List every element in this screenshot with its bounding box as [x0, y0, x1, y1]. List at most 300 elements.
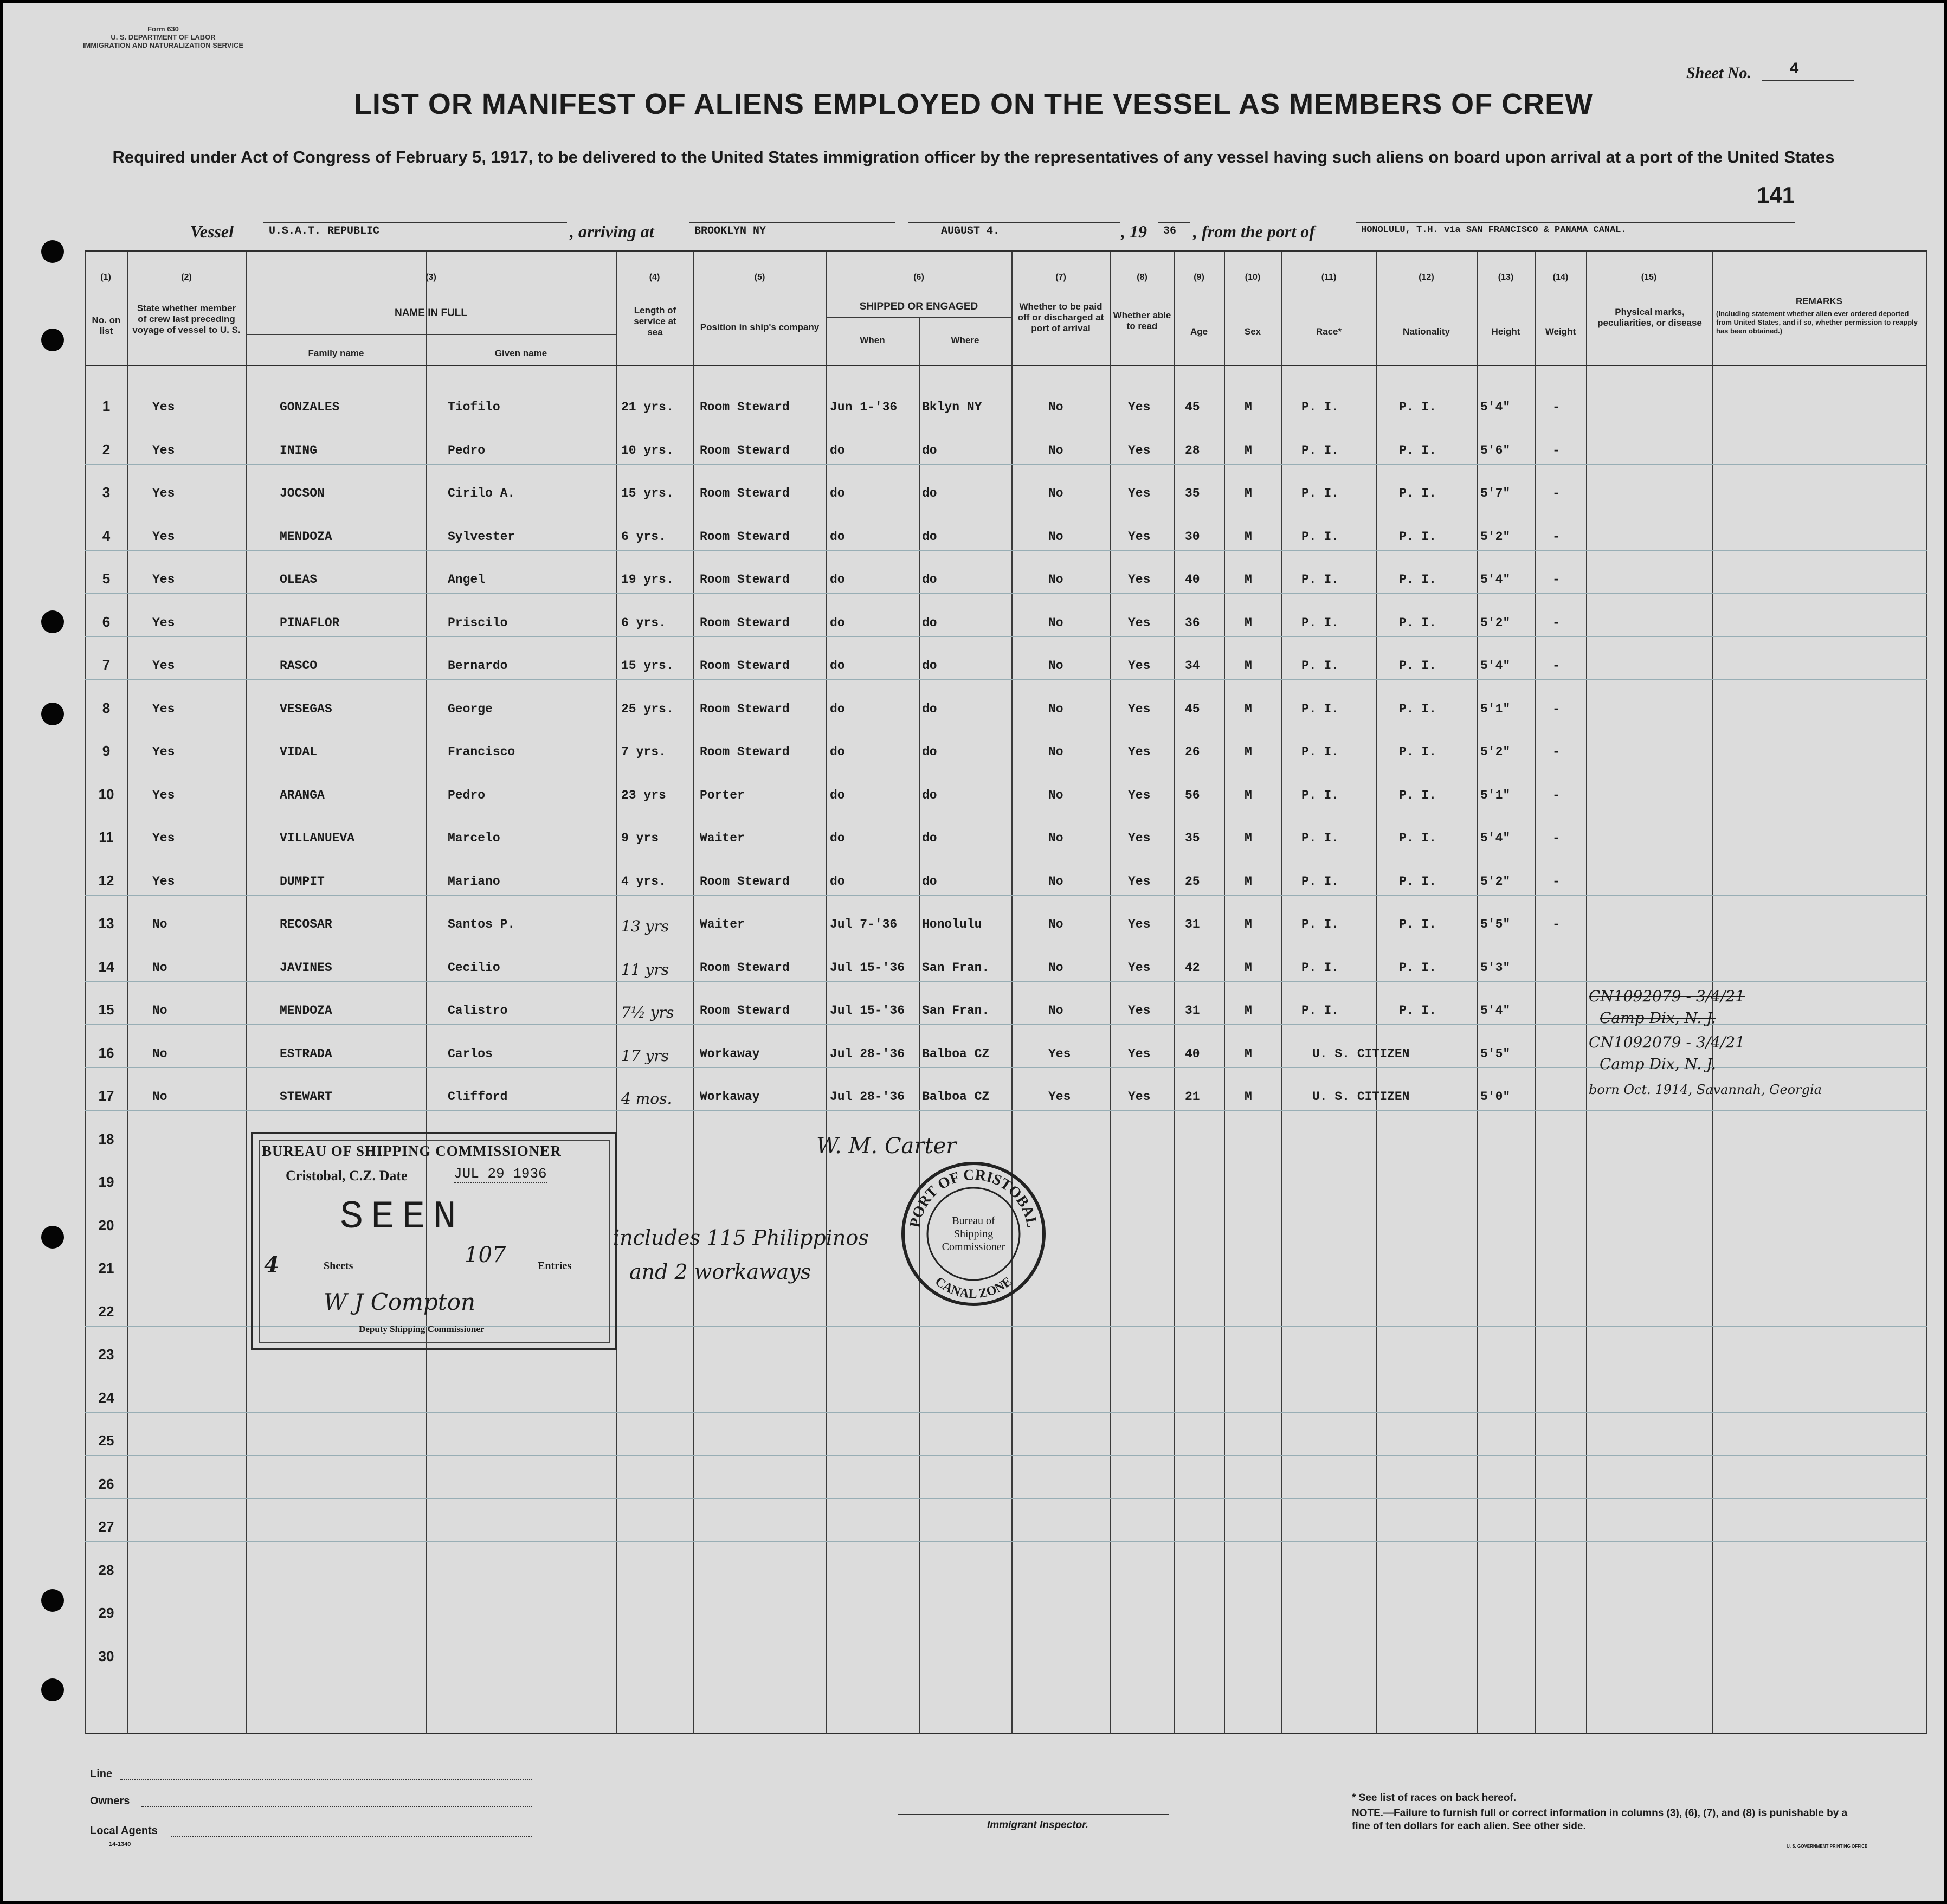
- empty-row-number: 30: [98, 1648, 114, 1664]
- paid-off-cell: Yes: [1048, 1047, 1071, 1061]
- row-rule: [85, 981, 1927, 982]
- age-cell: 36: [1185, 616, 1200, 630]
- nationality-cell: P. I.: [1399, 702, 1437, 716]
- footer-races-note: * See list of races on back hereof.: [1352, 1792, 1517, 1804]
- race-cell: P. I.: [1301, 443, 1339, 458]
- height-cell: 5'2": [1480, 616, 1511, 630]
- prev-voyage-cell: Yes: [152, 874, 175, 889]
- col-number: (1): [100, 273, 111, 282]
- prev-voyage-cell: Yes: [152, 702, 175, 716]
- header-prev-voyage: State whether member of crew last preceding voyage of vessel to U. S.: [132, 303, 241, 335]
- position-cell: Room Steward: [700, 616, 790, 630]
- age-cell: 42: [1185, 961, 1200, 975]
- shipped-where-cell: Honolulu: [922, 917, 982, 931]
- shipped-when-cell: do: [830, 443, 845, 458]
- row-rule: [85, 550, 1927, 551]
- given-name-cell: Sylvester: [448, 530, 515, 544]
- race-cell: P. I.: [1301, 788, 1339, 802]
- shipped-where-cell: do: [922, 874, 937, 889]
- able-to-read-cell: Yes: [1128, 831, 1151, 845]
- paid-off-cell: No: [1048, 443, 1063, 458]
- stamp-sheets-label: Sheets: [324, 1260, 353, 1272]
- seal-bottom-text: CANAL ZONE: [932, 1274, 1015, 1302]
- nationality-cell: P. I.: [1399, 400, 1437, 414]
- weight-cell: -: [1552, 443, 1560, 458]
- given-name-cell: George: [448, 702, 493, 716]
- footer-agents-label: Local Agents: [90, 1825, 158, 1837]
- row-number: 12: [98, 872, 114, 889]
- shipped-when-cell: Jul 28-'36: [830, 1090, 905, 1104]
- binder-hole-icon: [41, 610, 64, 633]
- service-name: IMMIGRATION AND NATURALIZATION SERVICE: [82, 41, 244, 49]
- shipped-where-cell: do: [922, 486, 937, 500]
- race-cell: P. I.: [1301, 874, 1339, 889]
- position-cell: Room Steward: [700, 400, 790, 414]
- shipped-when-cell: do: [830, 486, 845, 500]
- position-cell: Room Steward: [700, 702, 790, 716]
- nationality-cell: P. I.: [1399, 788, 1437, 802]
- row-number: 2: [102, 441, 111, 458]
- shipped-where-cell: do: [922, 616, 937, 630]
- age-cell: 26: [1185, 745, 1200, 759]
- empty-row-number: 20: [98, 1217, 114, 1233]
- age-cell: 56: [1185, 788, 1200, 802]
- prev-voyage-cell: Yes: [152, 788, 175, 802]
- row-rule: [85, 1498, 1927, 1499]
- empty-row-number: 23: [98, 1346, 114, 1362]
- col-number: (13): [1498, 273, 1514, 282]
- height-cell: 5'2": [1480, 745, 1511, 759]
- height-cell: 5'7": [1480, 486, 1511, 500]
- seal-inner-3: Commissioner: [942, 1241, 1005, 1253]
- page-subtitle: Required under Act of Congress of February 5, 1917, to be delivered to the United States immigration officer by the representatives of any vessel having such aliens on board upon arrival at a port of the United States: [112, 147, 1835, 166]
- position-cell: Waiter: [700, 917, 745, 931]
- empty-row-number: 28: [98, 1562, 114, 1578]
- given-name-cell: Bernardo: [448, 659, 508, 673]
- header-sex: Sex: [1244, 326, 1261, 337]
- nationality-cell: P. I.: [1399, 659, 1437, 673]
- annotation-line-2: and 2 workaways: [629, 1260, 811, 1284]
- height-cell: 5'4": [1480, 400, 1511, 414]
- given-name-cell: Priscilo: [448, 616, 508, 630]
- able-to-read-cell: Yes: [1128, 400, 1151, 414]
- shipped-where-cell: do: [922, 573, 937, 587]
- row-number: 14: [98, 959, 114, 975]
- row-number: 5: [102, 570, 111, 587]
- paid-off-cell: No: [1048, 659, 1063, 673]
- race-cell: P. I.: [1301, 917, 1339, 931]
- binder-hole-icon: [41, 329, 64, 351]
- binder-hole-icon: [41, 1226, 64, 1249]
- header-remarks-note: (Including statement whether alien ever ordered deported from United States, and if so, whether permission to reapply has been obtained.): [1716, 310, 1918, 335]
- departure-port: HONOLULU, T.H. via SAN FRANCISCO & PANAMA CANAL.: [1361, 225, 1627, 235]
- family-name-cell: VILLANUEVA: [280, 831, 355, 845]
- able-to-read-cell: Yes: [1128, 573, 1151, 587]
- stamp-footer: Deputy Shipping Commissioner: [359, 1324, 485, 1334]
- age-cell: 35: [1185, 486, 1200, 500]
- col-number: (5): [754, 273, 765, 282]
- row-number: 16: [98, 1045, 114, 1061]
- service-cell: 11 yrs: [621, 961, 669, 979]
- shipped-when-cell: do: [830, 745, 845, 759]
- service-cell: 23 yrs: [621, 788, 666, 802]
- race-cell: P. I.: [1301, 486, 1339, 500]
- race-cell: P. I.: [1301, 1004, 1339, 1018]
- row-rule: [85, 1541, 1927, 1542]
- stamp-place: Cristobal, C.Z. Date: [286, 1168, 408, 1183]
- seal-inner-1: Bureau of: [952, 1215, 995, 1227]
- given-name-cell: Pedro: [448, 443, 486, 458]
- shipped-where-cell: Bklyn NY: [922, 400, 982, 414]
- position-cell: Waiter: [700, 831, 745, 845]
- prev-voyage-cell: No: [152, 1090, 167, 1104]
- height-cell: 5'1": [1480, 702, 1511, 716]
- row-number: 15: [98, 1001, 114, 1018]
- given-name-cell: Angel: [448, 573, 486, 587]
- row-rule: [85, 636, 1927, 637]
- row-number: 17: [98, 1088, 114, 1104]
- height-cell: 5'4": [1480, 573, 1511, 587]
- shipped-where-cell: do: [922, 745, 937, 759]
- prev-voyage-cell: Yes: [152, 831, 175, 845]
- height-cell: 5'1": [1480, 788, 1511, 802]
- header-shipped: SHIPPED OR ENGAGED: [859, 301, 978, 312]
- weight-cell: -: [1552, 874, 1560, 889]
- weight-cell: -: [1552, 659, 1560, 673]
- shipped-when-cell: do: [830, 874, 845, 889]
- col-number: (12): [1419, 273, 1434, 282]
- paid-off-cell: No: [1048, 745, 1063, 759]
- family-name-cell: MENDOZA: [280, 1004, 332, 1018]
- shipped-where-cell: do: [922, 788, 937, 802]
- empty-row-number: 25: [98, 1432, 114, 1449]
- stamp-seen: SEEN: [340, 1195, 464, 1239]
- stamp-sheets-value: 4: [264, 1252, 279, 1278]
- sex-cell: M: [1245, 702, 1252, 716]
- able-to-read-cell: Yes: [1128, 702, 1151, 716]
- remark-struck-2: Camp Dix, N. J.: [1600, 1009, 1716, 1027]
- shipped-when-cell: do: [830, 530, 845, 544]
- given-name-cell: Carlos: [448, 1047, 493, 1061]
- family-name-cell: MENDOZA: [280, 530, 332, 544]
- family-name-cell: GONZALES: [280, 400, 340, 414]
- nationality-cell: P. I.: [1399, 573, 1437, 587]
- page-number: 141: [1757, 182, 1795, 208]
- manifest-page: [3, 3, 1944, 1901]
- position-cell: Room Steward: [700, 961, 790, 975]
- weight-cell: -: [1552, 917, 1560, 931]
- weight-cell: -: [1552, 831, 1560, 845]
- age-cell: 28: [1185, 443, 1200, 458]
- family-name-cell: DUMPIT: [280, 874, 325, 889]
- row-rule: [85, 1412, 1927, 1413]
- footer-inspector: Immigrant Inspector.: [987, 1819, 1088, 1831]
- col-number: (11): [1321, 273, 1337, 282]
- race-cell: U. S. CITIZEN: [1312, 1047, 1410, 1061]
- shipped-when-cell: do: [830, 659, 845, 673]
- age-cell: 31: [1185, 917, 1200, 931]
- vessel-line: [3, 216, 1944, 249]
- nationality-cell: P. I.: [1399, 874, 1437, 889]
- weight-cell: -: [1552, 530, 1560, 544]
- nationality-cell: P. I.: [1399, 745, 1437, 759]
- prev-voyage-cell: Yes: [152, 616, 175, 630]
- able-to-read-cell: Yes: [1128, 788, 1151, 802]
- department-name: U. S. DEPARTMENT OF LABOR: [111, 33, 216, 41]
- stamp-signature: W J Compton: [324, 1289, 476, 1315]
- footer-form-code: 14-1340: [109, 1841, 131, 1848]
- family-name-cell: RECOSAR: [280, 917, 332, 931]
- binder-hole-icon: [41, 1678, 64, 1701]
- annotation-line-1: includes 115 Philippinos: [613, 1226, 869, 1250]
- stamp-date: JUL 29 1936: [454, 1166, 547, 1182]
- sex-cell: M: [1245, 616, 1252, 630]
- col-number: (14): [1552, 273, 1569, 282]
- stamp-entries-value: 107: [465, 1243, 506, 1268]
- stamp-heading: BUREAU OF SHIPPING COMMISSIONER: [262, 1143, 562, 1159]
- row-number: 1: [102, 398, 111, 414]
- officer-signature: W. M. Carter: [816, 1134, 957, 1159]
- header-position: Position in ship's company: [700, 322, 820, 332]
- prev-voyage-cell: No: [152, 961, 167, 975]
- prev-voyage-cell: Yes: [152, 486, 175, 500]
- row-number: 13: [98, 915, 114, 931]
- family-name-cell: VIDAL: [280, 745, 318, 759]
- height-cell: 5'6": [1480, 443, 1511, 458]
- service-cell: 21 yrs.: [621, 400, 674, 414]
- sex-cell: M: [1245, 1090, 1252, 1104]
- position-cell: Workaway: [700, 1047, 760, 1061]
- prev-voyage-cell: No: [152, 1047, 167, 1061]
- height-cell: 5'4": [1480, 831, 1511, 845]
- shipped-when-cell: Jul 15-'36: [830, 1004, 905, 1018]
- vessel-label: Vessel: [190, 222, 234, 241]
- paid-off-cell: No: [1048, 874, 1063, 889]
- sex-cell: M: [1245, 659, 1252, 673]
- shipped-where-cell: Balboa CZ: [922, 1090, 990, 1104]
- position-cell: Room Steward: [700, 659, 790, 673]
- sex-cell: M: [1245, 745, 1252, 759]
- prev-voyage-cell: No: [152, 1004, 167, 1018]
- header-paid-off: Whether to be paid off or discharged at port of arrival: [1017, 301, 1104, 333]
- row-rule: [85, 593, 1927, 594]
- position-cell: Room Steward: [700, 530, 790, 544]
- sex-cell: M: [1245, 1047, 1252, 1061]
- height-cell: 5'2": [1480, 530, 1511, 544]
- service-cell: 13 yrs: [621, 917, 669, 935]
- row-number: 7: [102, 657, 111, 673]
- col-number: (3): [425, 273, 436, 282]
- given-name-cell: Francisco: [448, 745, 515, 759]
- from-label: , from the port of: [1193, 222, 1315, 241]
- empty-row-number: 19: [98, 1174, 114, 1190]
- shipped-when-cell: do: [830, 616, 845, 630]
- service-cell: 17 yrs: [621, 1047, 669, 1065]
- header-bottom-rule: [85, 365, 1927, 366]
- service-cell: 4 mos.: [621, 1090, 672, 1108]
- sheet-number: 4: [1789, 60, 1800, 79]
- col-number: (9): [1194, 273, 1204, 282]
- arrival-date: AUGUST 4.: [941, 225, 1000, 237]
- col-number: (8): [1137, 273, 1147, 282]
- sex-cell: M: [1245, 443, 1252, 458]
- prev-voyage-cell: Yes: [152, 400, 175, 414]
- paid-off-cell: No: [1048, 831, 1063, 845]
- shipped-when-cell: do: [830, 702, 845, 716]
- family-name-cell: STEWART: [280, 1090, 332, 1104]
- row-number: 9: [102, 743, 111, 759]
- header-nationality: Nationality: [1403, 326, 1450, 337]
- port-seal-stamp: [898, 1158, 1049, 1310]
- header-remarks: REMARKS: [1796, 296, 1842, 306]
- race-cell: P. I.: [1301, 702, 1339, 716]
- shipped-when-cell: do: [830, 788, 845, 802]
- height-cell: 5'5": [1480, 1047, 1511, 1061]
- service-cell: 6 yrs.: [621, 616, 666, 630]
- form-identifier: [76, 25, 250, 49]
- age-cell: 21: [1185, 1090, 1200, 1104]
- age-cell: 30: [1185, 530, 1200, 544]
- service-cell: 7½ yrs: [621, 1004, 674, 1021]
- family-name-cell: RASCO: [280, 659, 318, 673]
- service-cell: 7 yrs.: [621, 745, 666, 759]
- header-race: Race*: [1316, 326, 1342, 337]
- prev-voyage-cell: Yes: [152, 530, 175, 544]
- row-rule: [85, 679, 1927, 680]
- age-cell: 45: [1185, 702, 1200, 716]
- paid-off-cell: No: [1048, 616, 1063, 630]
- shipped-where-cell: San Fran.: [922, 1004, 990, 1018]
- remark-camp: Camp Dix, N. J.: [1600, 1055, 1716, 1073]
- arrival-port: BROOKLYN NY: [694, 225, 766, 237]
- sex-cell: M: [1245, 788, 1252, 802]
- sex-cell: M: [1245, 400, 1252, 414]
- position-cell: Room Steward: [700, 1004, 790, 1018]
- empty-row-number: 21: [98, 1260, 114, 1276]
- given-name-cell: Pedro: [448, 788, 486, 802]
- seal-top-text: PORT OF CRISTOBAL: [906, 1166, 1041, 1229]
- prev-voyage-cell: Yes: [152, 659, 175, 673]
- paid-off-cell: Yes: [1048, 1090, 1071, 1104]
- weight-cell: -: [1552, 702, 1560, 716]
- age-cell: 31: [1185, 1004, 1200, 1018]
- family-name-cell: INING: [280, 443, 318, 458]
- shipped-when-cell: Jul 7-'36: [830, 917, 898, 931]
- age-cell: 25: [1185, 874, 1200, 889]
- shipped-where-cell: do: [922, 702, 937, 716]
- sex-cell: M: [1245, 573, 1252, 587]
- header-no: No. on list: [92, 315, 121, 336]
- race-cell: P. I.: [1301, 616, 1339, 630]
- footer-line-label: Line: [90, 1768, 113, 1780]
- empty-row-number: 18: [98, 1131, 114, 1147]
- prev-voyage-cell: Yes: [152, 573, 175, 587]
- able-to-read-cell: Yes: [1128, 486, 1151, 500]
- col-number: (2): [181, 273, 192, 282]
- paid-off-cell: No: [1048, 486, 1063, 500]
- race-cell: P. I.: [1301, 831, 1339, 845]
- position-cell: Workaway: [700, 1090, 760, 1104]
- nationality-cell: P. I.: [1399, 486, 1437, 500]
- service-cell: 10 yrs.: [621, 443, 674, 458]
- row-rule: [85, 895, 1927, 896]
- sex-cell: M: [1245, 874, 1252, 889]
- position-cell: Room Steward: [700, 443, 790, 458]
- position-cell: Porter: [700, 788, 745, 802]
- binder-hole-icon: [41, 1589, 64, 1612]
- given-name-cell: Cirilo A.: [448, 486, 515, 500]
- shipped-where-cell: Balboa CZ: [922, 1047, 990, 1061]
- paid-off-cell: No: [1048, 788, 1063, 802]
- seal-inner-2: Shipping: [953, 1228, 994, 1240]
- family-name-cell: ARANGA: [280, 788, 325, 802]
- sex-cell: M: [1245, 961, 1252, 975]
- age-cell: 45: [1185, 400, 1200, 414]
- sheet-label: Sheet No.: [1686, 64, 1751, 82]
- family-name-cell: JAVINES: [280, 961, 332, 975]
- header-physical-marks: Physical marks, peculiarities, or disease: [1597, 307, 1702, 328]
- table-top-rule: [85, 250, 1927, 252]
- race-cell: P. I.: [1301, 659, 1339, 673]
- family-name-cell: JOCSON: [280, 486, 325, 500]
- weight-cell: -: [1552, 788, 1560, 802]
- service-cell: 9 yrs: [621, 831, 659, 845]
- row-number: 6: [102, 614, 111, 630]
- given-name-cell: Cecilio: [448, 961, 500, 975]
- prev-voyage-cell: Yes: [152, 745, 175, 759]
- row-rule: [85, 1455, 1927, 1456]
- shipped-when-cell: Jul 15-'36: [830, 961, 905, 975]
- remark-struck-1: CN1092079 - 3/4/21: [1589, 987, 1745, 1005]
- able-to-read-cell: Yes: [1128, 917, 1151, 931]
- sex-cell: M: [1245, 1004, 1252, 1018]
- prev-voyage-cell: No: [152, 917, 167, 931]
- header-where: Where: [951, 335, 979, 345]
- table-bottom-rule: [85, 1733, 1927, 1734]
- paid-off-cell: No: [1048, 530, 1063, 544]
- col-number: (10): [1245, 273, 1261, 282]
- nationality-cell: P. I.: [1399, 616, 1437, 630]
- arriving-label: , arriving at: [570, 222, 654, 241]
- row-number: 10: [98, 786, 114, 802]
- weight-cell: -: [1552, 745, 1560, 759]
- commissioner-stamp: [251, 1132, 617, 1350]
- age-cell: 40: [1185, 573, 1200, 587]
- prev-voyage-cell: Yes: [152, 443, 175, 458]
- header-able-to-read: Whether able to read: [1113, 310, 1171, 331]
- weight-cell: -: [1552, 400, 1560, 414]
- age-cell: 35: [1185, 831, 1200, 845]
- nationality-cell: P. I.: [1399, 530, 1437, 544]
- nationality-cell: P. I.: [1399, 961, 1437, 975]
- vessel-name: U.S.A.T. REPUBLIC: [269, 225, 380, 237]
- family-name-cell: PINAFLOR: [280, 616, 340, 630]
- footer-owners-label: Owners: [90, 1795, 130, 1807]
- able-to-read-cell: Yes: [1128, 659, 1151, 673]
- race-cell: P. I.: [1301, 961, 1339, 975]
- able-to-read-cell: Yes: [1128, 1090, 1151, 1104]
- weight-cell: -: [1552, 573, 1560, 587]
- col-number: (4): [649, 273, 660, 282]
- header-weight: Weight: [1545, 326, 1576, 337]
- header-family-name: Family name: [308, 348, 364, 358]
- shipped-where-cell: do: [922, 530, 937, 544]
- given-name-cell: Mariano: [448, 874, 500, 889]
- shipped-where-cell: San Fran.: [922, 961, 990, 975]
- stamp-entries-label: Entries: [538, 1260, 572, 1272]
- header-age: Age: [1190, 326, 1208, 337]
- nationality-cell: P. I.: [1399, 1004, 1437, 1018]
